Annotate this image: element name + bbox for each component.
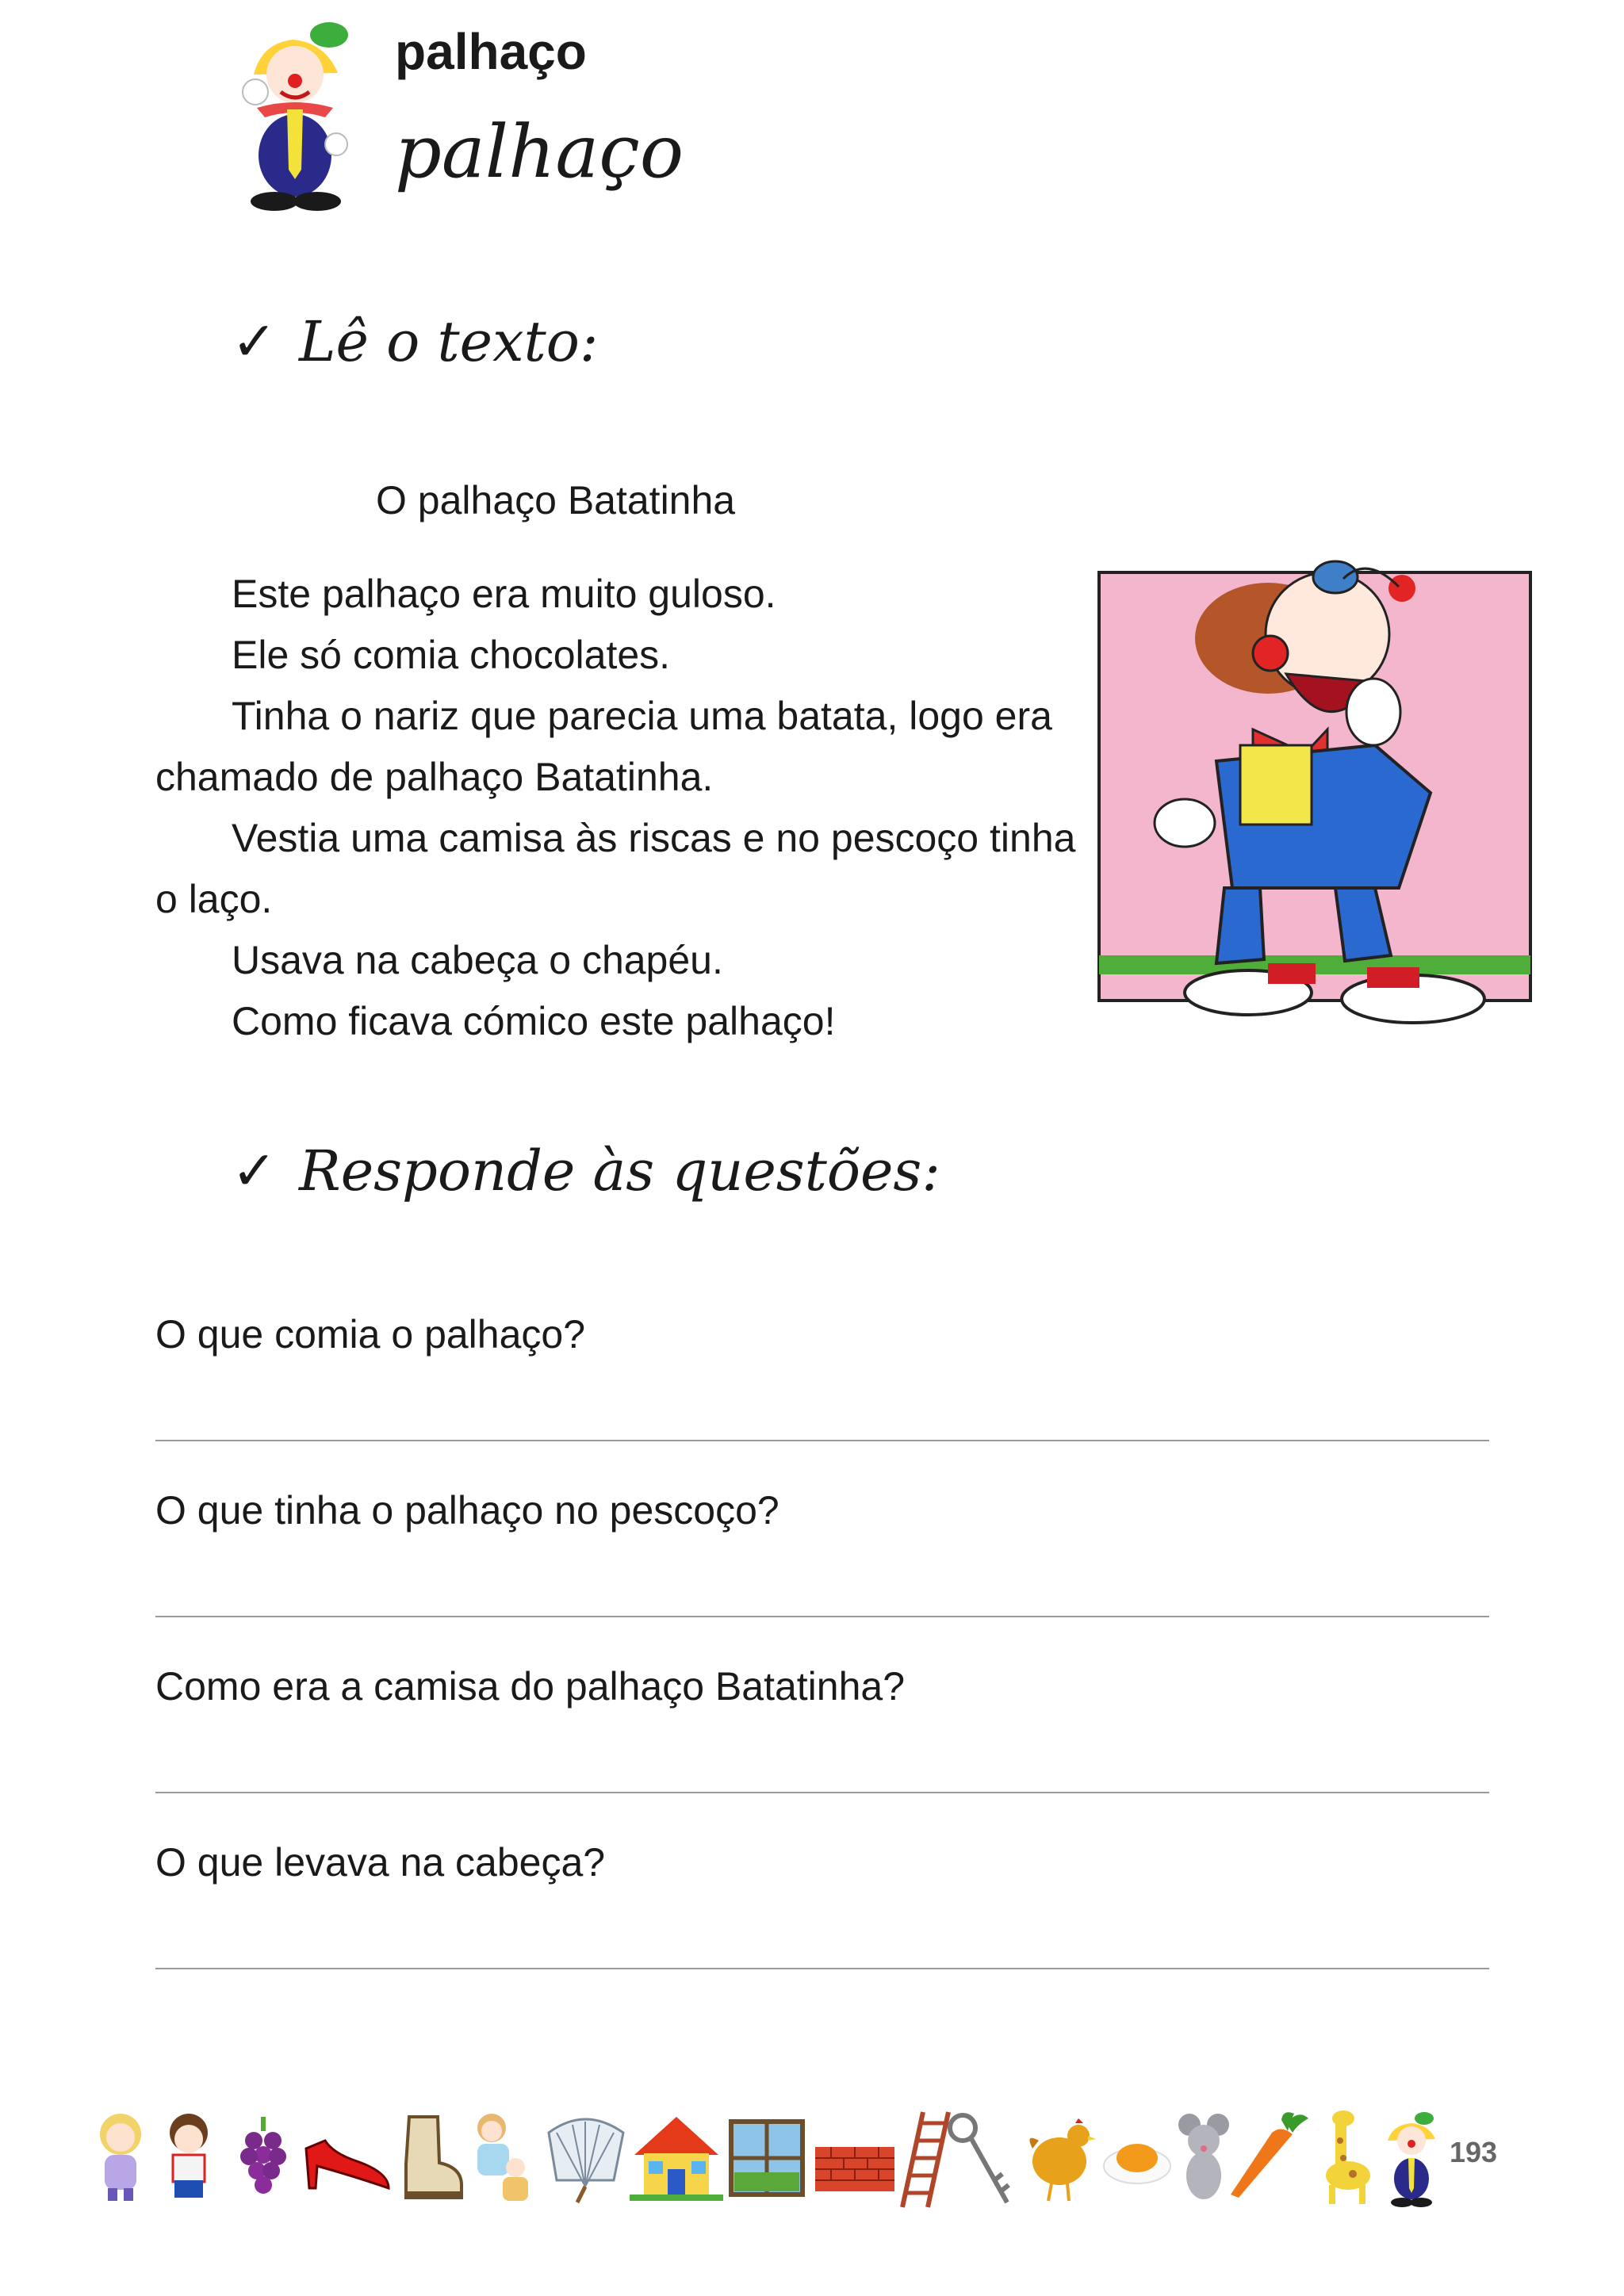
story-line: Vestia uma camisa às riscas e no pescoço tinha	[232, 816, 1076, 860]
carrot-icon	[1226, 2109, 1313, 2204]
question-1: O que comia o palhaço?	[155, 1312, 586, 1357]
house-icon	[630, 2109, 723, 2204]
red-shoe-icon	[301, 2109, 395, 2204]
story-line: Usava na cabeça o chapéu.	[232, 938, 723, 982]
story-line: Tinha o nariz que parecia uma batata, logo era	[232, 694, 1052, 738]
header-word-print: palhaço	[395, 23, 587, 80]
children-icon	[463, 2109, 536, 2207]
laughing-clown-illustration	[1097, 555, 1573, 1031]
story-line: Como ficava cómico este palhaço!	[232, 999, 836, 1043]
egg-icon	[1101, 2109, 1174, 2204]
reading-heading-label: Lê o texto:	[298, 309, 599, 374]
check-icon: ✓	[232, 310, 277, 373]
header-word-script: palhaço	[395, 109, 684, 194]
window-icon	[728, 2109, 806, 2204]
clown-icon	[238, 11, 365, 217]
question-3: Como era a camisa do palhaço Batatinha?	[155, 1664, 906, 1709]
girl-icon	[89, 2109, 152, 2204]
story-line: Este palhaço era muito guloso.	[232, 572, 776, 616]
fan-icon	[541, 2109, 630, 2204]
answer-line-3[interactable]	[155, 1792, 1489, 1793]
check-icon: ✓	[232, 1139, 277, 1203]
answer-line-4[interactable]	[155, 1968, 1489, 1969]
story-title: O palhaço Batatinha	[376, 478, 736, 522]
story-line: o laço.	[155, 877, 273, 921]
boot-icon	[396, 2109, 465, 2204]
answer-line-2[interactable]	[155, 1616, 1489, 1617]
hen-icon	[1020, 2109, 1097, 2204]
boy-icon	[157, 2109, 220, 2204]
page-number: 193	[1450, 2136, 1498, 2168]
answer-line-1[interactable]	[155, 1440, 1489, 1441]
questions-heading	[232, 1138, 940, 1203]
story-line: chamado de palhaço Batatinha.	[155, 755, 714, 799]
question-2: O que tinha o palhaço no pescoço?	[155, 1488, 779, 1533]
story-line: Ele só comia chocolates.	[232, 633, 671, 677]
key-icon	[945, 2109, 1018, 2210]
question-4: O que levava na cabeça?	[155, 1840, 606, 1885]
questions-heading-label: Responde às questões:	[298, 1138, 940, 1203]
brick-wall-icon	[812, 2109, 899, 2204]
grapes-icon	[232, 2109, 295, 2204]
giraffe-icon	[1308, 2109, 1378, 2207]
reading-heading	[232, 309, 598, 374]
clown-icon	[1380, 2109, 1443, 2207]
